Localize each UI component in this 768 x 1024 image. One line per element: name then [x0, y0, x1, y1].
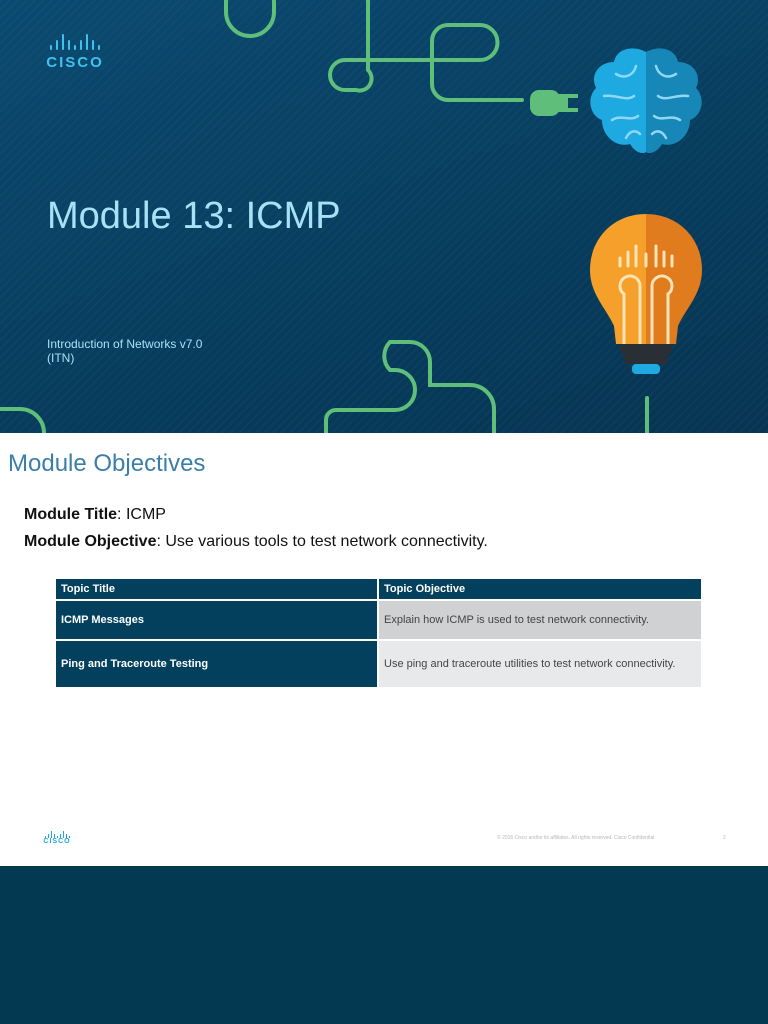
course-subtitle-line1: Introduction of Networks v7.0 [47, 337, 203, 351]
table-row [56, 599, 701, 639]
cisco-bars-icon [40, 34, 110, 50]
topic-cell: Ping and Traceroute Testing [56, 639, 377, 687]
page-number: 2 [723, 835, 726, 841]
module-objective-label: Module Objective [24, 533, 157, 550]
table-header-row [56, 579, 701, 599]
course-subtitle [47, 337, 202, 365]
module-objective-value: : Use various tools to test network connectivity. [156, 533, 488, 550]
header-topic-objective: Topic Objective [377, 579, 701, 599]
cisco-logo-text: CISCO [46, 54, 104, 71]
topic-table [56, 579, 701, 687]
module-title: Module 13: ICMP [47, 195, 341, 237]
footer-cisco-logo [42, 831, 72, 845]
course-subtitle-line2: (ITN) [47, 351, 75, 365]
plug-icon [528, 82, 588, 122]
header-topic-title: Topic Title [56, 579, 377, 599]
objectives-slide [0, 433, 768, 866]
objective-cell: Explain how ICMP is used to test network connectivity. [377, 599, 701, 639]
module-title-value: : ICMP [117, 506, 166, 523]
table-row [56, 639, 701, 687]
cisco-bars-icon [42, 831, 72, 838]
module-title-label: Module Title [24, 506, 118, 523]
cisco-logo [40, 34, 110, 74]
module-objective-line [24, 533, 488, 551]
objective-cell: Use ping and traceroute utilities to test network connectivity. [377, 639, 701, 687]
topic-cell: ICMP Messages [56, 599, 377, 639]
lightbulb-icon [584, 210, 714, 400]
copyright-text: © 2016 Cisco and/or its affiliates. All rights reserved. Cisco Confidential [497, 835, 655, 841]
module-title-line [24, 506, 166, 524]
brain-icon [586, 44, 706, 159]
footer-logo-text: CISCO [43, 838, 71, 845]
objectives-heading: Module Objectives [8, 450, 206, 477]
title-slide [0, 0, 768, 433]
